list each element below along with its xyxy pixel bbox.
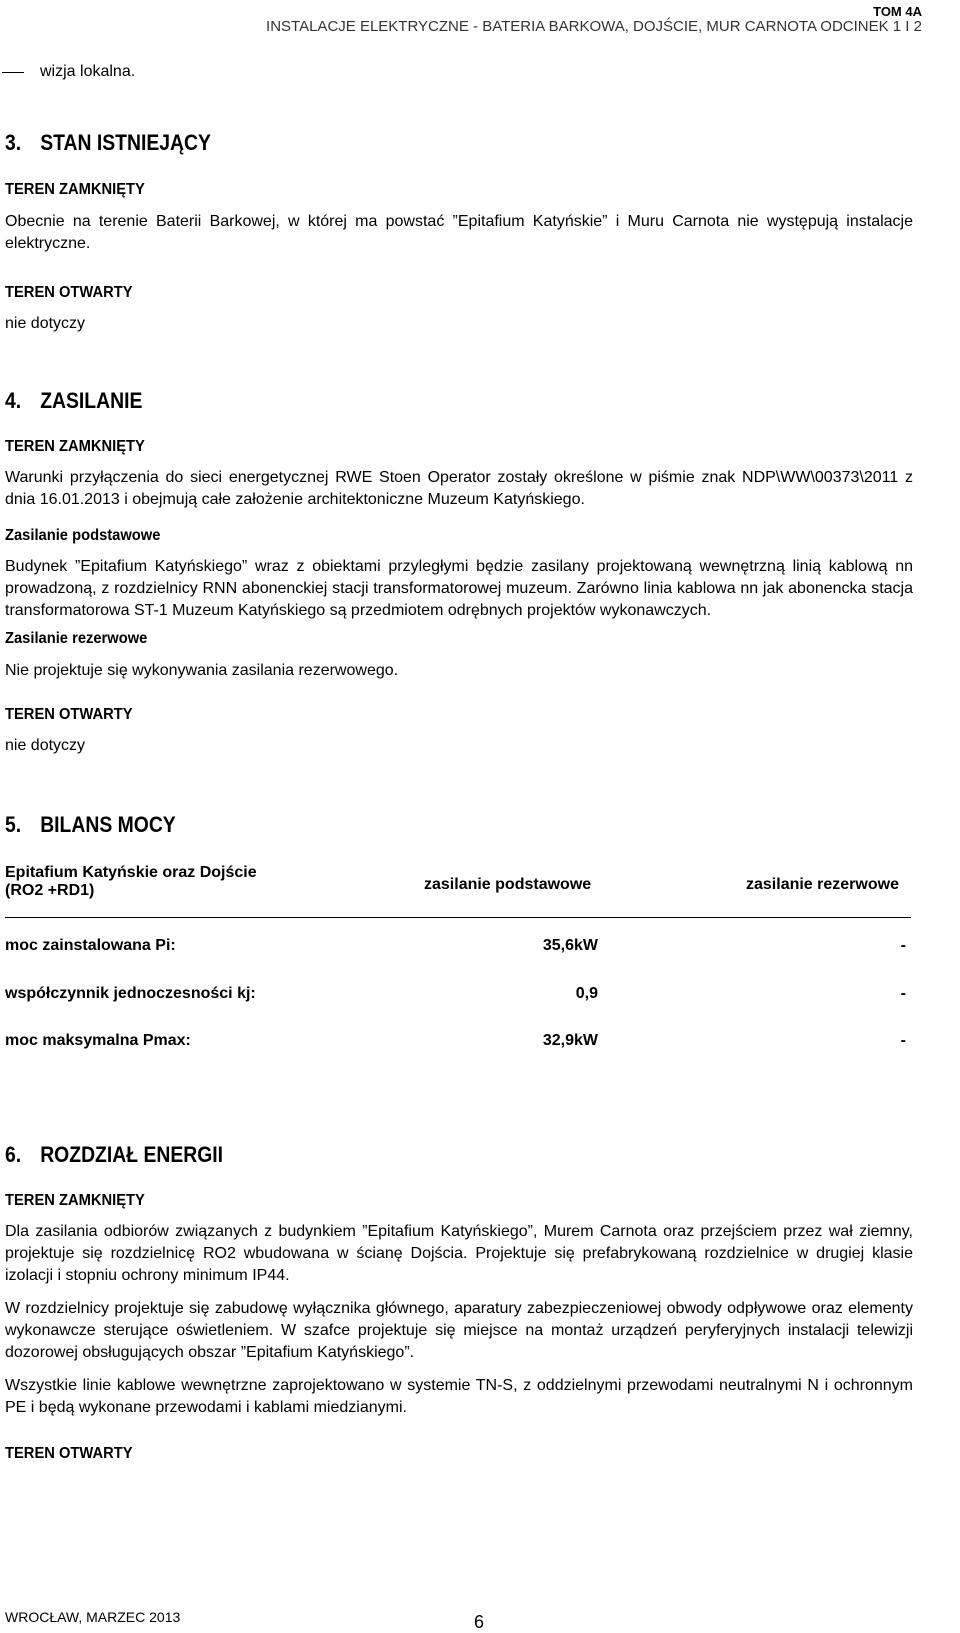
subheading-reserve-supply: Zasilanie rezerwowe — [5, 630, 148, 647]
table-cell-basic: 0,9 — [575, 985, 598, 1002]
section-title: BILANS MOCY — [40, 812, 176, 837]
section-number: 5. — [5, 812, 22, 837]
table-header-reserve: zasilanie rezerwowe — [746, 876, 899, 893]
intro-list-item: wizja lokalna. — [40, 63, 136, 80]
footer-city-date: WROCŁAW, MARZEC 2013 — [5, 1609, 181, 1625]
closed-area-heading: TEREN ZAMKNIĘTY — [5, 181, 145, 198]
paragraph: nie dotyczy — [5, 315, 86, 332]
paragraph: Nie projektuje się wykonywania zasilania rezerwowego. — [5, 662, 399, 679]
open-area-heading: TEREN OTWARTY — [5, 706, 133, 723]
table-header-line: (RO2 +RD1) — [5, 882, 95, 899]
section-title: ROZDZIAŁ ENERGII — [40, 1142, 224, 1167]
section-5-heading — [5, 812, 176, 838]
section-number: 3. — [5, 130, 22, 155]
section-title: STAN ISTNIEJĄCY — [40, 130, 211, 155]
paragraph: Wszystkie linie kablowe wewnętrzne zaprojektowano w systemie TN-S, z oddzielnymi przewodami neutralnymi N i ochronnym PE i będą wykonane przewodami i kablami miedzianymi. — [5, 1377, 913, 1416]
section-4-heading — [5, 388, 142, 414]
table-row-label: moc zainstalowana Pi: — [5, 937, 176, 954]
table-cell-reserve: - — [900, 985, 906, 1002]
paragraph: W rozdzielnicy projektuje się zabudowę wyłącznika głównego, aparatury zabezpieczeniowej obwody odpływowe oraz elementy wykonawcze sterujące oświetleniem. W szafce projektuje się miejsce na montaż urządzeń peryferyjnych instalacji telewizji dozorowej obsługujących obszar ”Epitafium Katyńskiego”. — [5, 1300, 913, 1361]
section-title: ZASILANIE — [40, 388, 143, 413]
table-cell-basic: 32,9kW — [542, 1032, 598, 1049]
table-cell-reserve: - — [900, 1032, 906, 1049]
paragraph: Warunki przyłączenia do sieci energetycznej RWE Stoen Operator zostały określone w piśmie znak NDP\WW\00373\2011 z dnia 16.01.2013 i obejmują całe założenie architektoniczne Muzeum Katyńskiego. — [5, 469, 913, 508]
table-row-label: moc maksymalna Pmax: — [5, 1032, 191, 1049]
dash-bullet — [2, 72, 24, 73]
section-number: 6. — [5, 1142, 22, 1167]
closed-area-heading: TEREN ZAMKNIĘTY — [5, 438, 145, 455]
table-rule — [5, 917, 911, 918]
paragraph: Dla zasilania odbiorów związanych z budynkiem ”Epitafium Katyńskiego”, Murem Carnota oraz przejściem przez wał ziemny, projektuje się rozdzielnicę RO2 wbudowana w ścianę Dojścia. Projektuje się prefabrykowaną rozdzielnice w drugiej klasie izolacji i stopniu ochrony minimum IP44. — [5, 1223, 913, 1284]
page-number: 6 — [474, 1612, 485, 1632]
section-number: 4. — [5, 388, 22, 413]
table-row-label: współczynnik jednoczesności kj: — [5, 985, 256, 1002]
closed-area-heading: TEREN ZAMKNIĘTY — [5, 1192, 145, 1209]
open-area-heading: TEREN OTWARTY — [5, 1445, 133, 1462]
table-header-line: Epitafium Katyńskie oraz Dojście — [5, 864, 257, 881]
section-6-heading — [5, 1142, 223, 1168]
table-cell-basic: 35,6kW — [542, 937, 598, 954]
paragraph: Budynek ”Epitafium Katyńskiego” wraz z obiektami przyległymi będzie zasilany projektowaną wewnętrzną linią kablową nn prowadzoną, z rozdzielnicy RNN abonenckiej stacji transformatorowej muzeum. Zarówno linia kablowa nn jak abonencka stacja transformatorowa ST-1 Muzeum Katyńskiego są przedmiotem odrębnych projektów wykonawczych. — [5, 558, 913, 619]
paragraph: Obecnie na terenie Baterii Barkowej, w której ma powstać ”Epitafium Katyńskie” i Muru Carnota nie występują instalacje elektryczne. — [5, 213, 913, 252]
volume-label: TOM 4A — [873, 4, 922, 19]
table-cell-reserve: - — [900, 937, 906, 954]
table-header-basic: zasilanie podstawowe — [424, 876, 592, 893]
open-area-heading: TEREN OTWARTY — [5, 284, 133, 301]
table-header-object — [5, 864, 257, 900]
paragraph: nie dotyczy — [5, 737, 86, 754]
subheading-basic-supply: Zasilanie podstawowe — [5, 527, 161, 544]
document-subtitle: INSTALACJE ELEKTRYCZNE - BATERIA BARKOWA, DOJŚCIE, MUR CARNOTA ODCINEK 1 I 2 — [266, 18, 922, 35]
section-3-heading — [5, 130, 211, 156]
